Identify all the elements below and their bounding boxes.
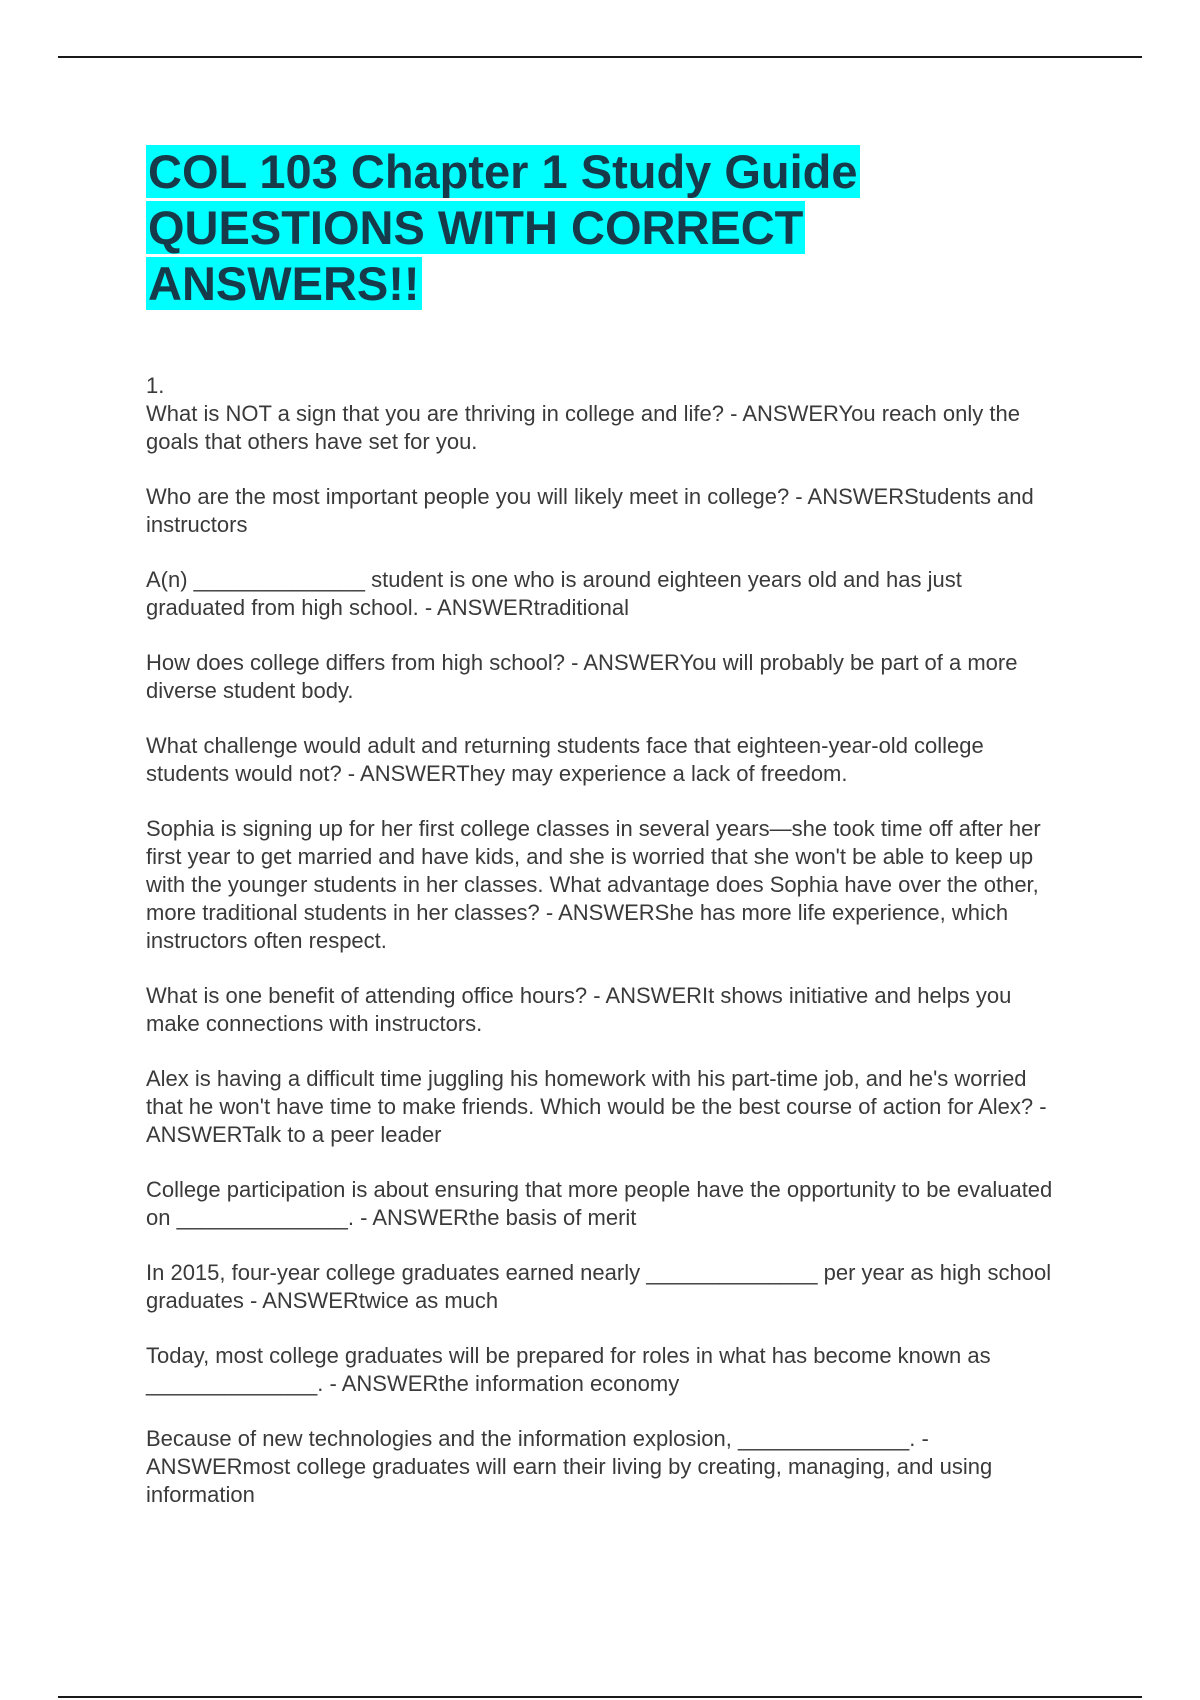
qa-list <box>146 400 1066 1509</box>
qa-item: Because of new technologies and the information explosion, ______________. - ANSWERmost college graduates will earn their living by creating, managing, and using information <box>146 1426 993 1507</box>
title-highlight: COL 103 Chapter 1 Study Guide QUESTIONS WITH CORRECT ANSWERS!! <box>148 145 858 310</box>
qa-item: Today, most college graduates will be prepared for roles in what has become known as ______________. - ANSWERthe information economy <box>146 1343 991 1396</box>
qa-item: College participation is about ensuring that more people have the opportunity to be evaluated on ______________. - ANSWERthe basis of merit <box>146 1177 1053 1230</box>
item-number: 1. <box>146 373 165 398</box>
document-body <box>146 144 1066 1536</box>
top-rule <box>58 56 1142 58</box>
qa-item: How does college differs from high school? - ANSWERYou will probably be part of a more diverse student body. <box>146 650 1018 703</box>
qa-item: Alex is having a difficult time juggling his homework with his part-time job, and he's worried that he won't have time to make friends. Which would be the best course of action for Alex? - ANSWERTalk to a peer leader <box>146 1066 1047 1147</box>
qa-item: What challenge would adult and returning students face that eighteen-year-old college students would not? - ANSWERThey may experience a lack of freedom. <box>146 733 984 786</box>
qa-item: Sophia is signing up for her first college classes in several years—she took time off after her first year to get married and have kids, and she is worried that she won't be able to keep up with the younger students in her classes. What advantage does Sophia have over the other, more traditional students in her classes? - ANSWERShe has more life experience, which instructors often respect. <box>146 816 1041 953</box>
qa-item: What is NOT a sign that you are thriving in college and life? - ANSWERYou reach only the goals that others have set for you. <box>146 401 1020 454</box>
qa-item: In 2015, four-year college graduates earned nearly ______________ per year as high school graduates - ANSWERtwice as much <box>146 1260 1052 1313</box>
qa-item: Who are the most important people you will likely meet in college? - ANSWERStudents and instructors <box>146 484 1034 537</box>
bottom-rule <box>58 1696 1142 1698</box>
qa-item: A(n) ______________ student is one who is around eighteen years old and has just graduated from high school. - ANSWERtraditional <box>146 567 962 620</box>
qa-item: What is one benefit of attending office hours? - ANSWERIt shows initiative and helps you make connections with instructors. <box>146 983 1012 1036</box>
document-title <box>146 144 1066 312</box>
